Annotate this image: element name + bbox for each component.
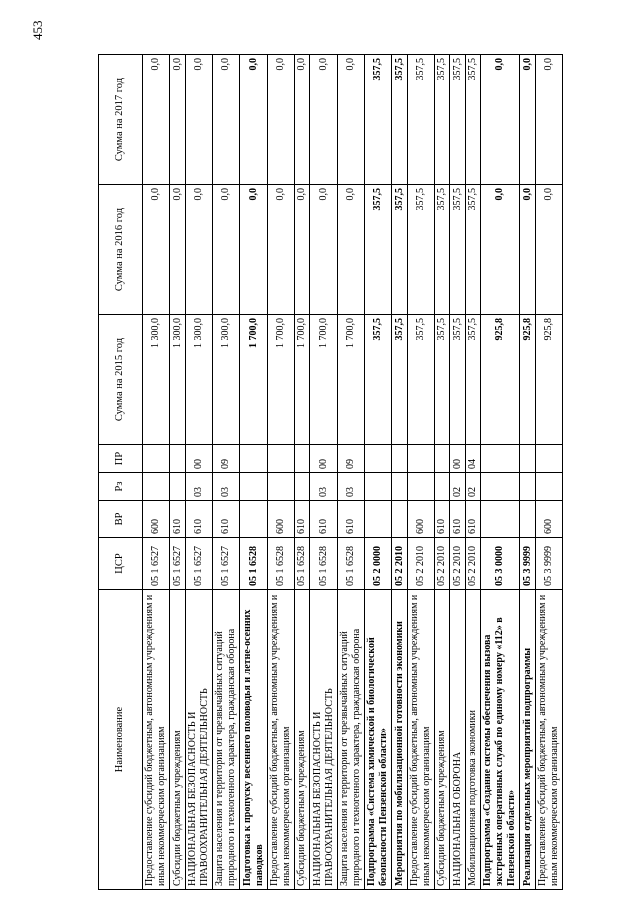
header-rz: Рз	[99, 473, 143, 501]
cell-vr: 610	[435, 501, 450, 538]
cell-sum-2016: 0,0	[480, 185, 520, 315]
table-row	[267, 55, 294, 890]
cell-sum-2016: 0,0	[520, 185, 535, 315]
cell-vr: 610	[337, 501, 364, 538]
cell-sum-2015: 1 700,0	[267, 315, 294, 445]
cell-name: Подпрограмма «Система химической и биологической безопасности Пензенской области»	[365, 590, 392, 890]
header-sum-2015: Сумма на 2015 год	[99, 315, 143, 445]
cell-sum-2017: 357,5	[450, 55, 465, 185]
cell-pr	[535, 445, 562, 473]
cell-sum-2016: 0,0	[267, 185, 294, 315]
table-row	[407, 55, 434, 890]
cell-sum-2015: 1 700,0	[310, 315, 337, 445]
cell-sum-2017: 0,0	[520, 55, 535, 185]
table-row	[212, 55, 239, 890]
cell-sum-2015: 357,5	[450, 315, 465, 445]
page-number: 453	[30, 20, 45, 40]
cell-csr: 05 1 6527	[170, 538, 185, 590]
cell-name: Субсидии бюджетным учреждениям	[170, 590, 185, 890]
cell-name: Предоставление субсидий бюджетным, автономным учреждениям и иным некоммерческим организациям	[407, 590, 434, 890]
cell-pr: 00	[185, 445, 212, 473]
cell-sum-2015: 357,5	[365, 315, 392, 445]
cell-sum-2016: 0,0	[212, 185, 239, 315]
header-pr: ПР	[99, 445, 143, 473]
cell-rz	[295, 473, 310, 501]
cell-sum-2015: 1 300,0	[212, 315, 239, 445]
cell-csr: 05 2 0000	[365, 538, 392, 590]
cell-sum-2017: 0,0	[143, 55, 170, 185]
cell-sum-2017: 0,0	[267, 55, 294, 185]
table-row	[143, 55, 170, 890]
cell-vr: 610	[465, 501, 480, 538]
cell-sum-2017: 0,0	[310, 55, 337, 185]
cell-sum-2017: 0,0	[185, 55, 212, 185]
cell-csr: 05 2 2010	[465, 538, 480, 590]
table-row	[185, 55, 212, 890]
cell-csr: 05 2 2010	[407, 538, 434, 590]
cell-rz	[520, 473, 535, 501]
cell-sum-2015: 1 300,0	[170, 315, 185, 445]
cell-sum-2017: 357,5	[365, 55, 392, 185]
cell-sum-2017: 0,0	[240, 55, 267, 185]
cell-vr: 610	[170, 501, 185, 538]
cell-vr	[365, 501, 392, 538]
table-header-row	[99, 55, 143, 890]
budget-table	[98, 54, 563, 890]
cell-csr: 05 2 2010	[450, 538, 465, 590]
table-row	[435, 55, 450, 890]
cell-csr: 05 1 6528	[267, 538, 294, 590]
table-body	[143, 55, 563, 890]
cell-name: НАЦИОНАЛЬНАЯ ОБОРОНА	[450, 590, 465, 890]
cell-rz	[365, 473, 392, 501]
cell-pr	[392, 445, 407, 473]
cell-csr: 05 1 6528	[295, 538, 310, 590]
cell-sum-2015: 357,5	[407, 315, 434, 445]
cell-sum-2017: 0,0	[212, 55, 239, 185]
cell-name: НАЦИОНАЛЬНАЯ БЕЗОПАСНОСТЬ И ПРАВООХРАНИТЕЛЬНАЯ ДЕЯТЕЛЬНОСТЬ	[310, 590, 337, 890]
cell-csr: 05 1 6528	[240, 538, 267, 590]
cell-name: Подпрограмма «Создание системы обеспечения вызова экстренных оперативных служб по единому номеру «112» в Пензенской области»	[480, 590, 520, 890]
cell-vr: 600	[407, 501, 434, 538]
cell-pr	[407, 445, 434, 473]
cell-pr: 00	[450, 445, 465, 473]
cell-csr: 05 2 2010	[435, 538, 450, 590]
cell-rz	[535, 473, 562, 501]
cell-rz	[170, 473, 185, 501]
cell-vr	[240, 501, 267, 538]
cell-sum-2016: 357,5	[435, 185, 450, 315]
cell-sum-2016: 357,5	[450, 185, 465, 315]
cell-sum-2017: 0,0	[295, 55, 310, 185]
cell-name: Субсидии бюджетным учреждениям	[435, 590, 450, 890]
cell-name: Предоставление субсидий бюджетным, автономным учреждениям и иным некоммерческим организациям	[267, 590, 294, 890]
cell-rz	[392, 473, 407, 501]
table-row	[240, 55, 267, 890]
cell-sum-2016: 0,0	[240, 185, 267, 315]
cell-sum-2015: 1 300,0	[185, 315, 212, 445]
cell-pr	[295, 445, 310, 473]
cell-name: НАЦИОНАЛЬНАЯ БЕЗОПАСНОСТЬ И ПРАВООХРАНИТЕЛЬНАЯ ДЕЯТЕЛЬНОСТЬ	[185, 590, 212, 890]
cell-rz	[267, 473, 294, 501]
cell-csr: 05 1 6528	[337, 538, 364, 590]
cell-sum-2015: 1 300,0	[143, 315, 170, 445]
table-row	[535, 55, 562, 890]
cell-name: Предоставление субсидий бюджетным, автономным учреждениям и иным некоммерческим организациям	[535, 590, 562, 890]
cell-sum-2017: 357,5	[407, 55, 434, 185]
table-row	[310, 55, 337, 890]
cell-vr: 600	[535, 501, 562, 538]
cell-pr	[267, 445, 294, 473]
cell-name: Мобилизационная подготовка экономики	[465, 590, 480, 890]
cell-sum-2017: 357,5	[435, 55, 450, 185]
cell-csr: 05 1 6527	[185, 538, 212, 590]
table-row	[365, 55, 392, 890]
cell-pr: 09	[212, 445, 239, 473]
cell-sum-2017: 0,0	[337, 55, 364, 185]
cell-pr	[143, 445, 170, 473]
cell-vr: 600	[143, 501, 170, 538]
table-row	[465, 55, 480, 890]
cell-rz	[435, 473, 450, 501]
header-csr: ЦСР	[99, 538, 143, 590]
cell-vr	[520, 501, 535, 538]
table-row	[392, 55, 407, 890]
cell-vr: 610	[185, 501, 212, 538]
cell-sum-2016: 0,0	[143, 185, 170, 315]
cell-rz	[407, 473, 434, 501]
cell-vr: 610	[212, 501, 239, 538]
cell-pr	[480, 445, 520, 473]
cell-vr	[392, 501, 407, 538]
cell-csr: 05 2 2010	[392, 538, 407, 590]
cell-vr	[480, 501, 520, 538]
cell-csr: 05 3 9999	[520, 538, 535, 590]
cell-csr: 05 3 9999	[535, 538, 562, 590]
cell-sum-2015: 925,8	[535, 315, 562, 445]
cell-sum-2017: 357,5	[465, 55, 480, 185]
cell-sum-2016: 0,0	[337, 185, 364, 315]
cell-vr: 610	[310, 501, 337, 538]
table-row	[170, 55, 185, 890]
cell-pr	[435, 445, 450, 473]
cell-sum-2015: 1 700,0	[337, 315, 364, 445]
cell-sum-2016: 357,5	[465, 185, 480, 315]
cell-sum-2017: 0,0	[480, 55, 520, 185]
cell-csr: 05 3 0000	[480, 538, 520, 590]
cell-rz	[480, 473, 520, 501]
cell-rz	[240, 473, 267, 501]
cell-rz: 03	[337, 473, 364, 501]
cell-sum-2015: 925,8	[480, 315, 520, 445]
cell-name: Мероприятия по мобилизационной готовности экономики	[392, 590, 407, 890]
cell-rz	[143, 473, 170, 501]
cell-name: Предоставление субсидий бюджетным, автономным учреждениям и иным некоммерческим организациям	[143, 590, 170, 890]
cell-sum-2017: 0,0	[170, 55, 185, 185]
cell-rz: 02	[465, 473, 480, 501]
table-row	[337, 55, 364, 890]
cell-name: Защита населения и территории от чрезвычайных ситуаций природного и техногенного характера, гражданская оборона	[337, 590, 364, 890]
cell-name: Защита населения и территории от чрезвычайных ситуаций природного и техногенного характера, гражданская оборона	[212, 590, 239, 890]
cell-sum-2015: 1 700,0	[295, 315, 310, 445]
cell-sum-2015: 357,5	[465, 315, 480, 445]
cell-csr: 05 1 6527	[212, 538, 239, 590]
cell-sum-2015: 925,8	[520, 315, 535, 445]
cell-pr	[365, 445, 392, 473]
table-row	[450, 55, 465, 890]
cell-rz: 03	[310, 473, 337, 501]
cell-sum-2016: 357,5	[365, 185, 392, 315]
header-vr: ВР	[99, 501, 143, 538]
cell-vr: 600	[267, 501, 294, 538]
cell-pr: 00	[310, 445, 337, 473]
cell-sum-2017: 0,0	[535, 55, 562, 185]
cell-name: Реализация отдельных мероприятий подпрограммы	[520, 590, 535, 890]
table-row	[480, 55, 520, 890]
table-row	[520, 55, 535, 890]
rotated-table-container	[98, 55, 563, 890]
cell-vr: 610	[450, 501, 465, 538]
cell-rz: 03	[212, 473, 239, 501]
cell-sum-2017: 357,5	[392, 55, 407, 185]
cell-csr: 05 1 6528	[310, 538, 337, 590]
cell-sum-2016: 357,5	[392, 185, 407, 315]
cell-pr	[520, 445, 535, 473]
cell-sum-2016: 0,0	[310, 185, 337, 315]
cell-vr: 610	[295, 501, 310, 538]
cell-sum-2016: 0,0	[535, 185, 562, 315]
cell-pr: 04	[465, 445, 480, 473]
cell-sum-2016: 0,0	[170, 185, 185, 315]
cell-sum-2015: 357,5	[392, 315, 407, 445]
cell-pr: 09	[337, 445, 364, 473]
cell-pr	[170, 445, 185, 473]
cell-sum-2016: 357,5	[407, 185, 434, 315]
cell-sum-2015: 357,5	[435, 315, 450, 445]
cell-rz: 03	[185, 473, 212, 501]
header-name: Наименование	[99, 590, 143, 890]
header-sum-2016: Сумма на 2016 год	[99, 185, 143, 315]
rotated-table-frame	[98, 55, 563, 890]
cell-sum-2016: 0,0	[295, 185, 310, 315]
cell-csr: 05 1 6527	[143, 538, 170, 590]
cell-name: Подготовка к пропуску весеннего половодья и летне-осенних паводков	[240, 590, 267, 890]
cell-sum-2015: 1 700,0	[240, 315, 267, 445]
header-sum-2017: Сумма на 2017 год	[99, 55, 143, 185]
cell-sum-2016: 0,0	[185, 185, 212, 315]
cell-pr	[240, 445, 267, 473]
cell-name: Субсидии бюджетным учреждениям	[295, 590, 310, 890]
cell-rz: 02	[450, 473, 465, 501]
table-row	[295, 55, 310, 890]
